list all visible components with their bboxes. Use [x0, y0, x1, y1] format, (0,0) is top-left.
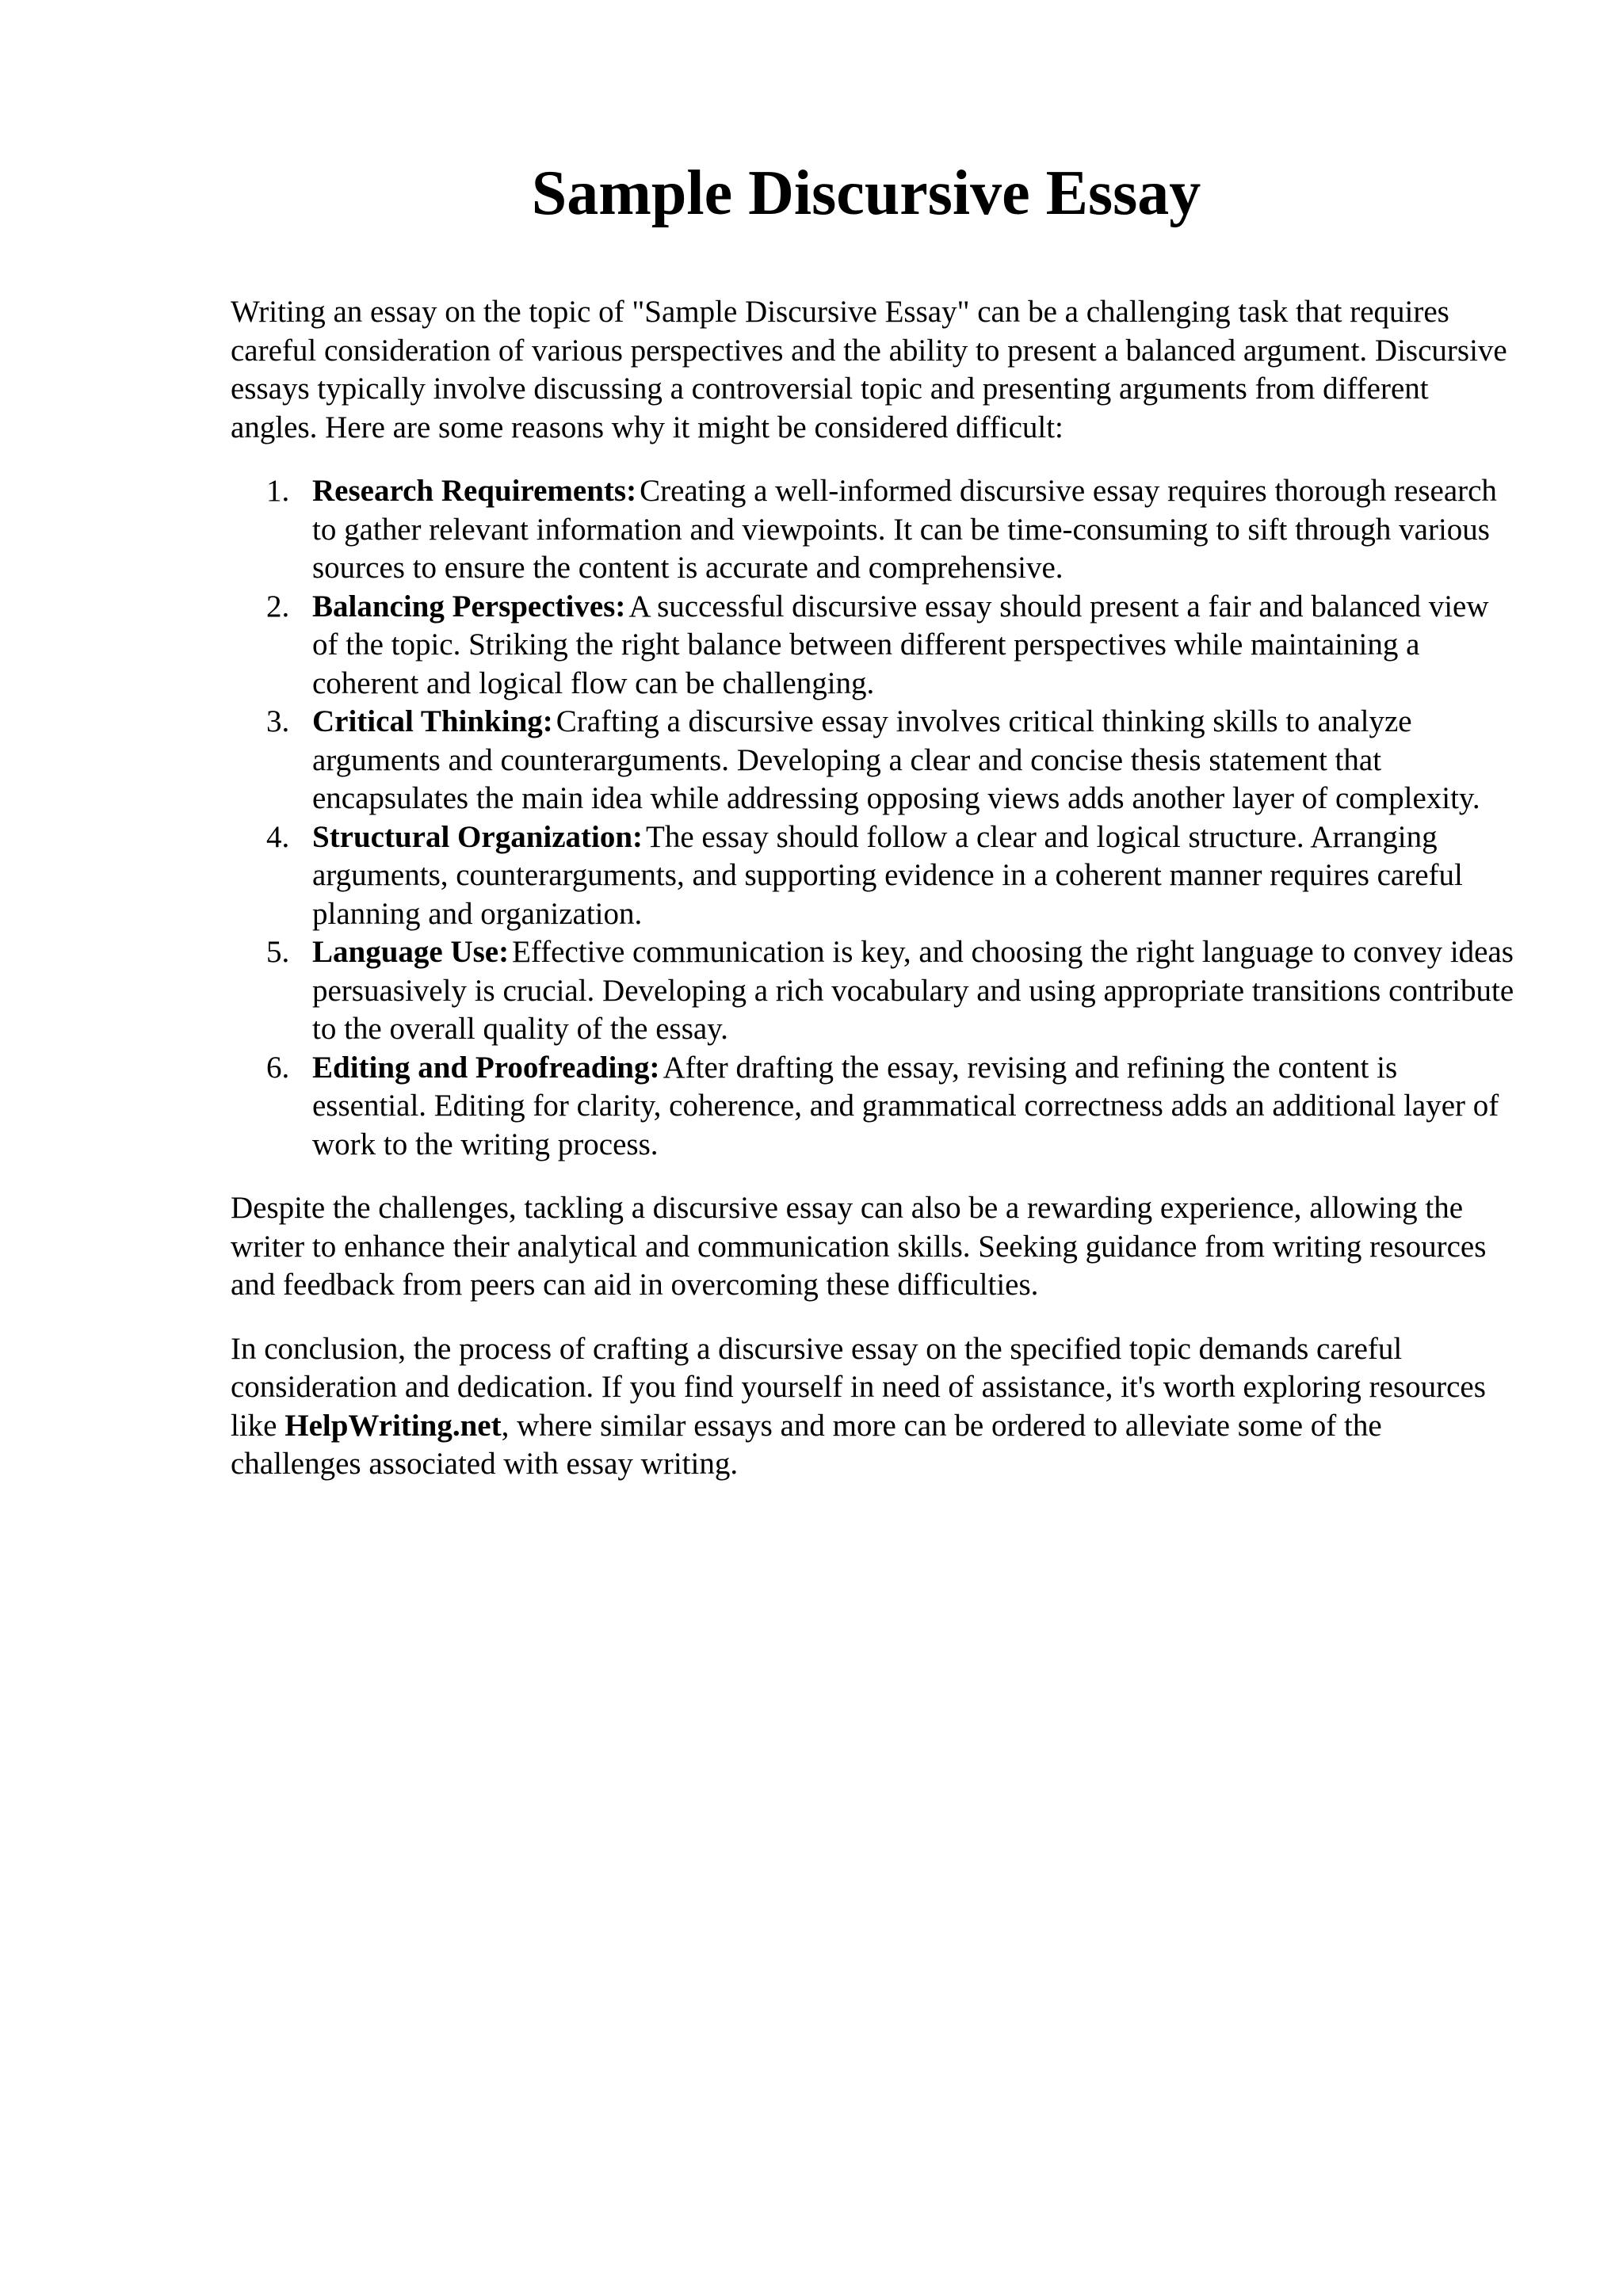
helpwriting-link[interactable]: HelpWriting.net: [285, 1408, 502, 1443]
conclusion-paragraph: [231, 1330, 1514, 1484]
reason-text: Effective communication is key, and choosing the right language to convey ideas persuasively is crucial. Developing a rich vocabulary and using appropriate transitions contribute to the overall quality of the essay.: [312, 935, 1514, 1046]
reason-item: [266, 703, 1514, 818]
reason-heading: Structural Organization:: [312, 819, 643, 854]
reason-number: 3.: [266, 704, 290, 738]
reason-text: Creating a well-informed discursive essay requires thorough research to gather relevant information and viewpoints. It can be time-consuming to sift through various sources to ensure the content is accurate and comprehensive.: [312, 474, 1497, 585]
document-title: Sample Discursive Essay: [531, 158, 1201, 228]
intro-paragraph: Writing an essay on the topic of "Sample Discursive Essay" can be a challenging task that requires careful consideration of various perspectives and the ability to present a balanced argument. Discursive essays typically involve discussing a controversial topic and presenting arguments from different angles. Here are some reasons why it might be considered difficult:: [231, 295, 1507, 444]
reason-number: 5.: [266, 935, 290, 969]
reason-number: 4.: [266, 819, 290, 854]
reason-text: The essay should follow a clear and logical structure. Arranging arguments, counterarguments, and supporting evidence in a coherent manner requires careful planning and organization.: [312, 819, 1463, 931]
reason-text: After drafting the essay, revising and refining the content is essential. Editing for clarity, coherence, and grammatical correctness adds an additional layer of work to the writing process.: [312, 1050, 1499, 1161]
challenges-paragraph: Despite the challenges, tackling a discursive essay can also be a rewarding experience, allowing the writer to enhance their analytical and communication skills. Seeking guidance from writing resources and feedback from peers can aid in overcoming these difficulties.: [231, 1191, 1487, 1302]
reason-item: [266, 588, 1514, 704]
reason-heading: Research Requirements:: [312, 474, 637, 508]
reason-heading: Balancing Perspectives:: [312, 589, 626, 624]
reason-text: A successful discursive essay should present a fair and balanced view of the topic. Striking the right balance between different perspectives while maintaining a coherent and logical flow can be challenging.: [312, 589, 1489, 700]
reason-item: [266, 818, 1514, 934]
reason-number: 2.: [266, 589, 290, 624]
reason-number: 1.: [266, 474, 290, 508]
reason-item: [266, 1049, 1514, 1165]
reason-heading: Critical Thinking:: [312, 704, 553, 738]
reason-item: [266, 933, 1514, 1049]
reason-text: Crafting a discursive essay involves critical thinking skills to analyze arguments and counterarguments. Developing a clear and concise thesis statement that encapsulates the main idea while addressing opposing views adds another layer of complexity.: [312, 704, 1480, 815]
conclusion-text-before: In conclusion, the process of crafting a discursive essay on the specified topic demands careful consideration and dedication. If you find yourself in need of assistance, it's worth exploring resources like: [231, 1331, 1486, 1443]
reasons-list: [231, 472, 1514, 1164]
reason-heading: Editing and Proofreading:: [312, 1050, 660, 1085]
reason-number: 6.: [266, 1050, 290, 1085]
document-body: [231, 293, 1514, 1484]
reason-item: [266, 472, 1514, 588]
reason-heading: Language Use:: [312, 935, 510, 969]
conclusion-text-after: , where similar essays and more can be ordered to alleviate some of the challenges associated with essay writing.: [231, 1408, 1382, 1481]
